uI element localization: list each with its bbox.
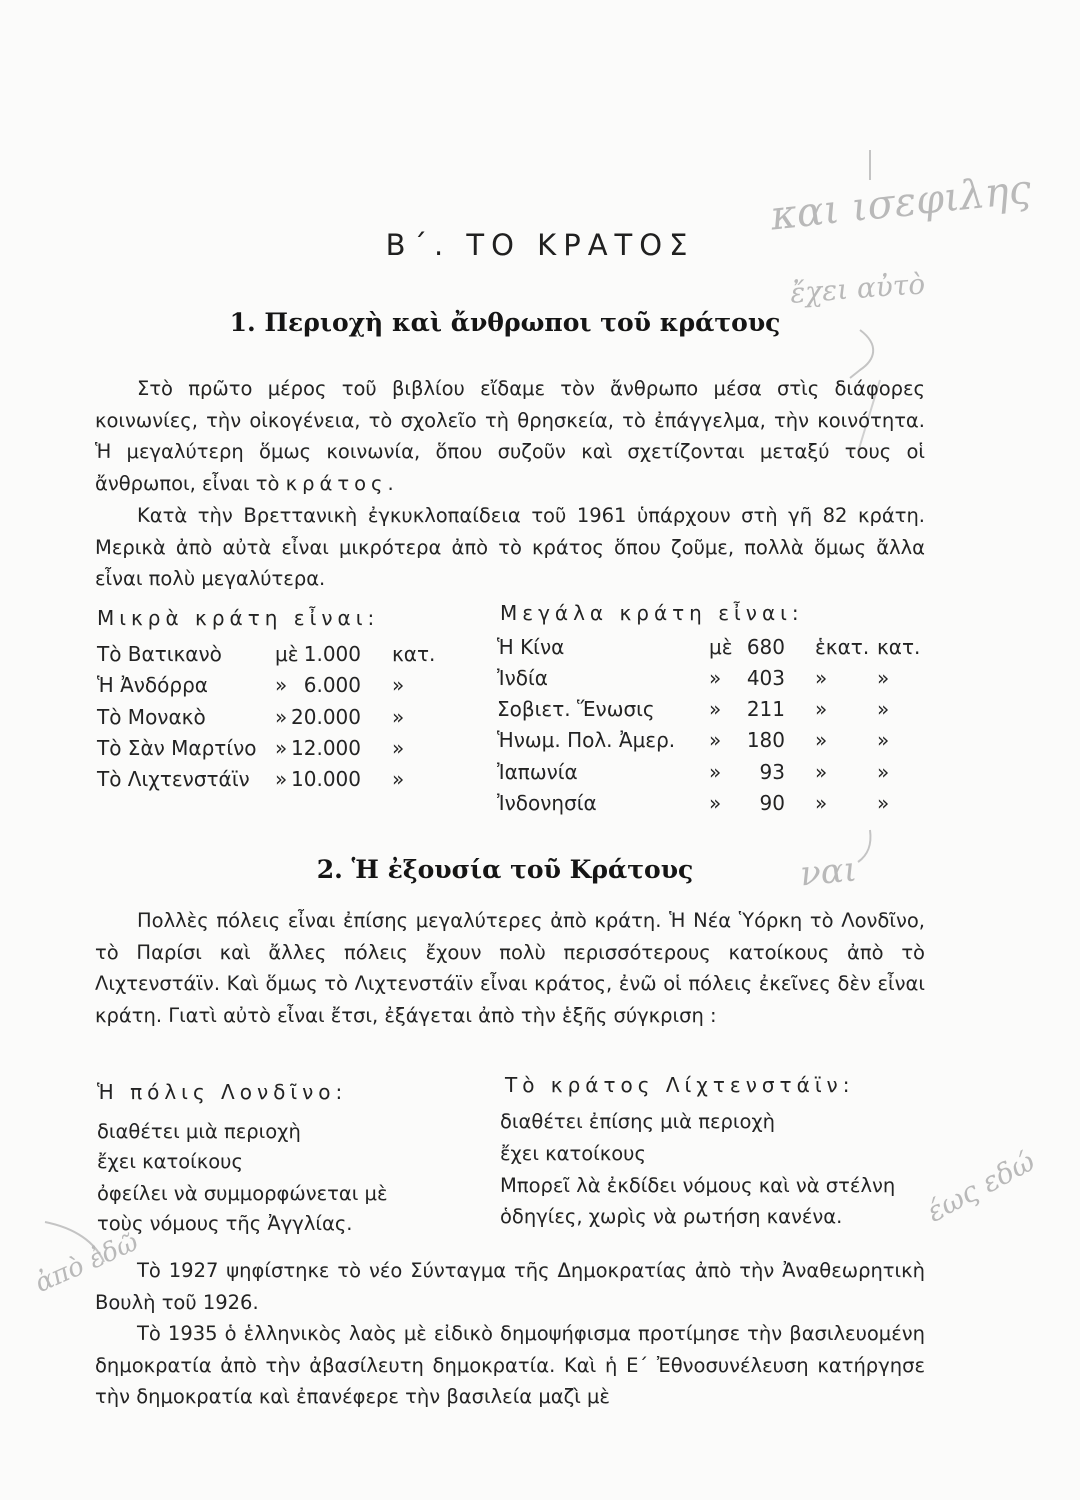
liechtenstein-line-4: ὁδηγίες, χωρὶς νὰ ρωτήση κανένα. bbox=[500, 1205, 843, 1228]
large-state-unit-2: κατ. bbox=[877, 635, 921, 659]
large-state-prefix: μὲ bbox=[709, 635, 733, 659]
large-state-unit: » bbox=[815, 697, 828, 721]
paragraph-1-end: . bbox=[387, 471, 394, 495]
large-state-value: 403 bbox=[746, 666, 785, 690]
large-state-name: Σοβιετ. Ἕνωσις bbox=[497, 697, 655, 721]
small-state-value: 12.000 bbox=[291, 736, 361, 760]
large-state-prefix: » bbox=[709, 728, 722, 752]
section-2-paragraph-2: Τὸ 1927 ψηφίστηκε τὸ νέο Σύνταγμα τῆς Δημοκρατίας ἀπὸ τὴν Ἀναθεωρητικὴ Βουλὴ τοῦ 1926. bbox=[95, 1259, 925, 1314]
large-state-prefix: » bbox=[709, 791, 722, 815]
small-state-prefix: » bbox=[275, 705, 288, 729]
large-state-row bbox=[497, 728, 917, 758]
small-state-value: 1.000 bbox=[303, 642, 361, 666]
large-state-row bbox=[497, 666, 917, 696]
handwritten-note-top: και ισεφιλης bbox=[768, 166, 1034, 240]
small-state-prefix: » bbox=[275, 736, 288, 760]
large-state-row bbox=[497, 697, 917, 727]
large-state-unit-2: » bbox=[877, 791, 890, 815]
london-line-3: ὀφείλει νὰ συμμορφώνεται μὲ bbox=[97, 1182, 388, 1205]
section-2-paragraph-3: Τὸ 1935 ὁ ἑλληνικὸς λαὸς μὲ εἰδικὸ δημοψήφισμα προτίμησε τὴν βασιλευομένη δημοκρατία ἀπὸ τὴν ἀβασίλευτη δημοκρατία. Καὶ ἡ Ε΄ Ἐθνοσυνέλευση κατήργησε τὴν δημοκρατία καὶ ἐπανέφερε τὴν βασιλεία μαζὶ μὲ bbox=[95, 1322, 925, 1408]
liechtenstein-line-2: ἔχει κατοίκους bbox=[500, 1142, 646, 1165]
handwritten-note-right-bottom: έως εδώ bbox=[921, 1144, 1041, 1229]
large-state-value: 93 bbox=[759, 760, 785, 784]
small-states-heading: Μικρὰ κράτη εἶναι: bbox=[97, 606, 380, 630]
large-state-unit: » bbox=[815, 728, 828, 752]
large-states-heading: Μεγάλα κράτη εἶναι: bbox=[500, 601, 804, 625]
paragraph-1-text: Στὸ πρῶτο μέρος τοῦ βιβλίου εἴδαμε τὸν ἄνθρωπο μέσα στὶς διάφορες κοινωνίες, τὴν οἰκογένεια, τὸ σχολεῖο τὴ θρησκεία, τὸ ἐπάγγελμα, τὴν κοινότητα. Ἡ μεγαλύτερη ὅμως κοινωνία, ὅπου συζοῦν καὶ σχετίζονται μεταξύ τους οἱ ἄνθρωποι, εἶναι τὸ bbox=[95, 377, 925, 495]
section-1-paragraph-1 bbox=[95, 373, 925, 499]
large-state-prefix: » bbox=[709, 697, 722, 721]
small-state-name: Τὸ Μονακὸ bbox=[97, 705, 206, 729]
small-state-unit: » bbox=[392, 705, 405, 729]
section-1-paragraph-2: Κατὰ τὴν Βρεττανικὴ ἐγκυκλοπαίδεια τοῦ 1961 ὑπάρχουν στὴ γῆ 82 κράτη. Μερικὰ ἀπὸ αὐτὰ εἶναι μικρότερα ἀπὸ τὸ κράτος ὅπου ζοῦμε, πολλὰ ὅμως ἄλλα εἶναι πολὺ μεγαλύτερα. bbox=[95, 504, 925, 590]
small-state-name: Ἡ Ἀνδόρρα bbox=[97, 673, 208, 697]
handwritten-note-left-bottom: ἀπὸ ἐδῶ bbox=[30, 1227, 143, 1299]
large-state-value: 211 bbox=[746, 697, 785, 721]
small-state-prefix: » bbox=[275, 767, 288, 791]
small-state-unit: » bbox=[392, 767, 405, 791]
liechtenstein-line-3: Μπορεῖ λὰ ἐκδίδει νόμους καὶ νὰ στέλνη bbox=[500, 1174, 896, 1197]
london-line-1: διαθέτει μιὰ περιοχὴ bbox=[97, 1120, 301, 1143]
handwritten-note-nai: ναι bbox=[798, 849, 859, 895]
small-state-unit: » bbox=[392, 736, 405, 760]
small-state-unit: » bbox=[392, 673, 405, 697]
small-state-row bbox=[97, 705, 457, 735]
small-state-prefix: μὲ bbox=[275, 642, 299, 666]
small-state-unit: κατ. bbox=[392, 642, 436, 666]
large-state-name: Ἡνωμ. Πολ. Ἀμερ. bbox=[497, 728, 676, 752]
large-state-name: Ἰαπωνία bbox=[497, 760, 578, 784]
section-1-title: 1. Περιοχὴ καὶ ἄνθρωποι τοῦ κράτους bbox=[229, 308, 781, 337]
paragraph-1-emphasis: κράτος bbox=[285, 471, 388, 495]
large-state-name: Ἰνδονησία bbox=[497, 791, 597, 815]
small-state-prefix: » bbox=[275, 673, 288, 697]
small-state-row bbox=[97, 767, 457, 797]
large-state-row bbox=[497, 791, 917, 821]
large-state-name: Ἰνδία bbox=[497, 666, 548, 690]
large-state-row bbox=[497, 635, 921, 665]
small-state-row bbox=[97, 642, 457, 672]
small-state-row bbox=[97, 673, 457, 703]
large-state-unit: » bbox=[815, 791, 828, 815]
liechtenstein-heading: Τὸ κράτος Λίχτενστάϊν: bbox=[505, 1073, 855, 1097]
section-2-title: 2. Ἡ ἐξουσία τοῦ Κράτους bbox=[316, 855, 694, 884]
large-state-value: 90 bbox=[759, 791, 785, 815]
small-state-row bbox=[97, 736, 457, 766]
large-state-unit: ἑκατ. bbox=[815, 635, 870, 659]
section-2-paragraph-1: Πολλὲς πόλεις εἶναι ἐπίσης μεγαλύτερες ἀπὸ κράτη. Ἡ Νέα Ὑόρκη τὸ Λονδῖνο, τὸ Παρίσι καὶ ἄλλες πόλεις ἔχουν πολὺ περισσότερους κατοίκους ἀπὸ τὸ Λιχτενστάϊν. Καὶ ὅμως τὸ Λιχτενστάϊν εἶναι κράτος, ἐνῶ οἱ πόλεις ἐκεῖνες δὲν εἶναι κράτη. Γιατὶ αὐτὸ εἶναι ἔτσι, ἐξάγεται ἀπὸ τὴν ἑξῆς σύγκριση : bbox=[95, 909, 925, 1027]
large-state-unit-2: » bbox=[877, 697, 890, 721]
small-state-value: 6.000 bbox=[303, 673, 361, 697]
liechtenstein-line-1: διαθέτει ἐπίσης μιὰ περιοχὴ bbox=[500, 1110, 776, 1133]
london-line-4: τοὺς νόμους τῆς Ἀγγλίας. bbox=[97, 1212, 353, 1235]
large-state-unit: » bbox=[815, 760, 828, 784]
london-line-2: ἔχει κατοίκους bbox=[97, 1150, 243, 1173]
large-state-unit: » bbox=[815, 666, 828, 690]
large-state-row bbox=[497, 760, 917, 790]
small-state-name: Τὸ Βατικανὸ bbox=[97, 642, 222, 666]
large-state-value: 180 bbox=[746, 728, 785, 752]
large-state-unit-2: » bbox=[877, 666, 890, 690]
large-state-unit-2: » bbox=[877, 728, 890, 752]
small-state-value: 20.000 bbox=[291, 705, 361, 729]
small-state-name: Τὸ Λιχτενστάϊν bbox=[97, 767, 250, 791]
large-state-prefix: » bbox=[709, 760, 722, 784]
small-state-name: Τὸ Σὰν Μαρτίνο bbox=[97, 736, 257, 760]
large-state-unit-2: » bbox=[877, 760, 890, 784]
chapter-title: Β΄. ΤΟ ΚΡΑΤΟΣ bbox=[385, 228, 695, 262]
handwritten-note-second: ἔχει αὐτὸ bbox=[789, 267, 927, 310]
large-state-prefix: » bbox=[709, 666, 722, 690]
large-state-name: Ἡ Κίνα bbox=[497, 635, 565, 659]
large-state-value: 680 bbox=[746, 635, 785, 659]
london-heading: Ἡ πόλις Λονδῖνο: bbox=[97, 1080, 348, 1104]
small-state-value: 10.000 bbox=[291, 767, 361, 791]
